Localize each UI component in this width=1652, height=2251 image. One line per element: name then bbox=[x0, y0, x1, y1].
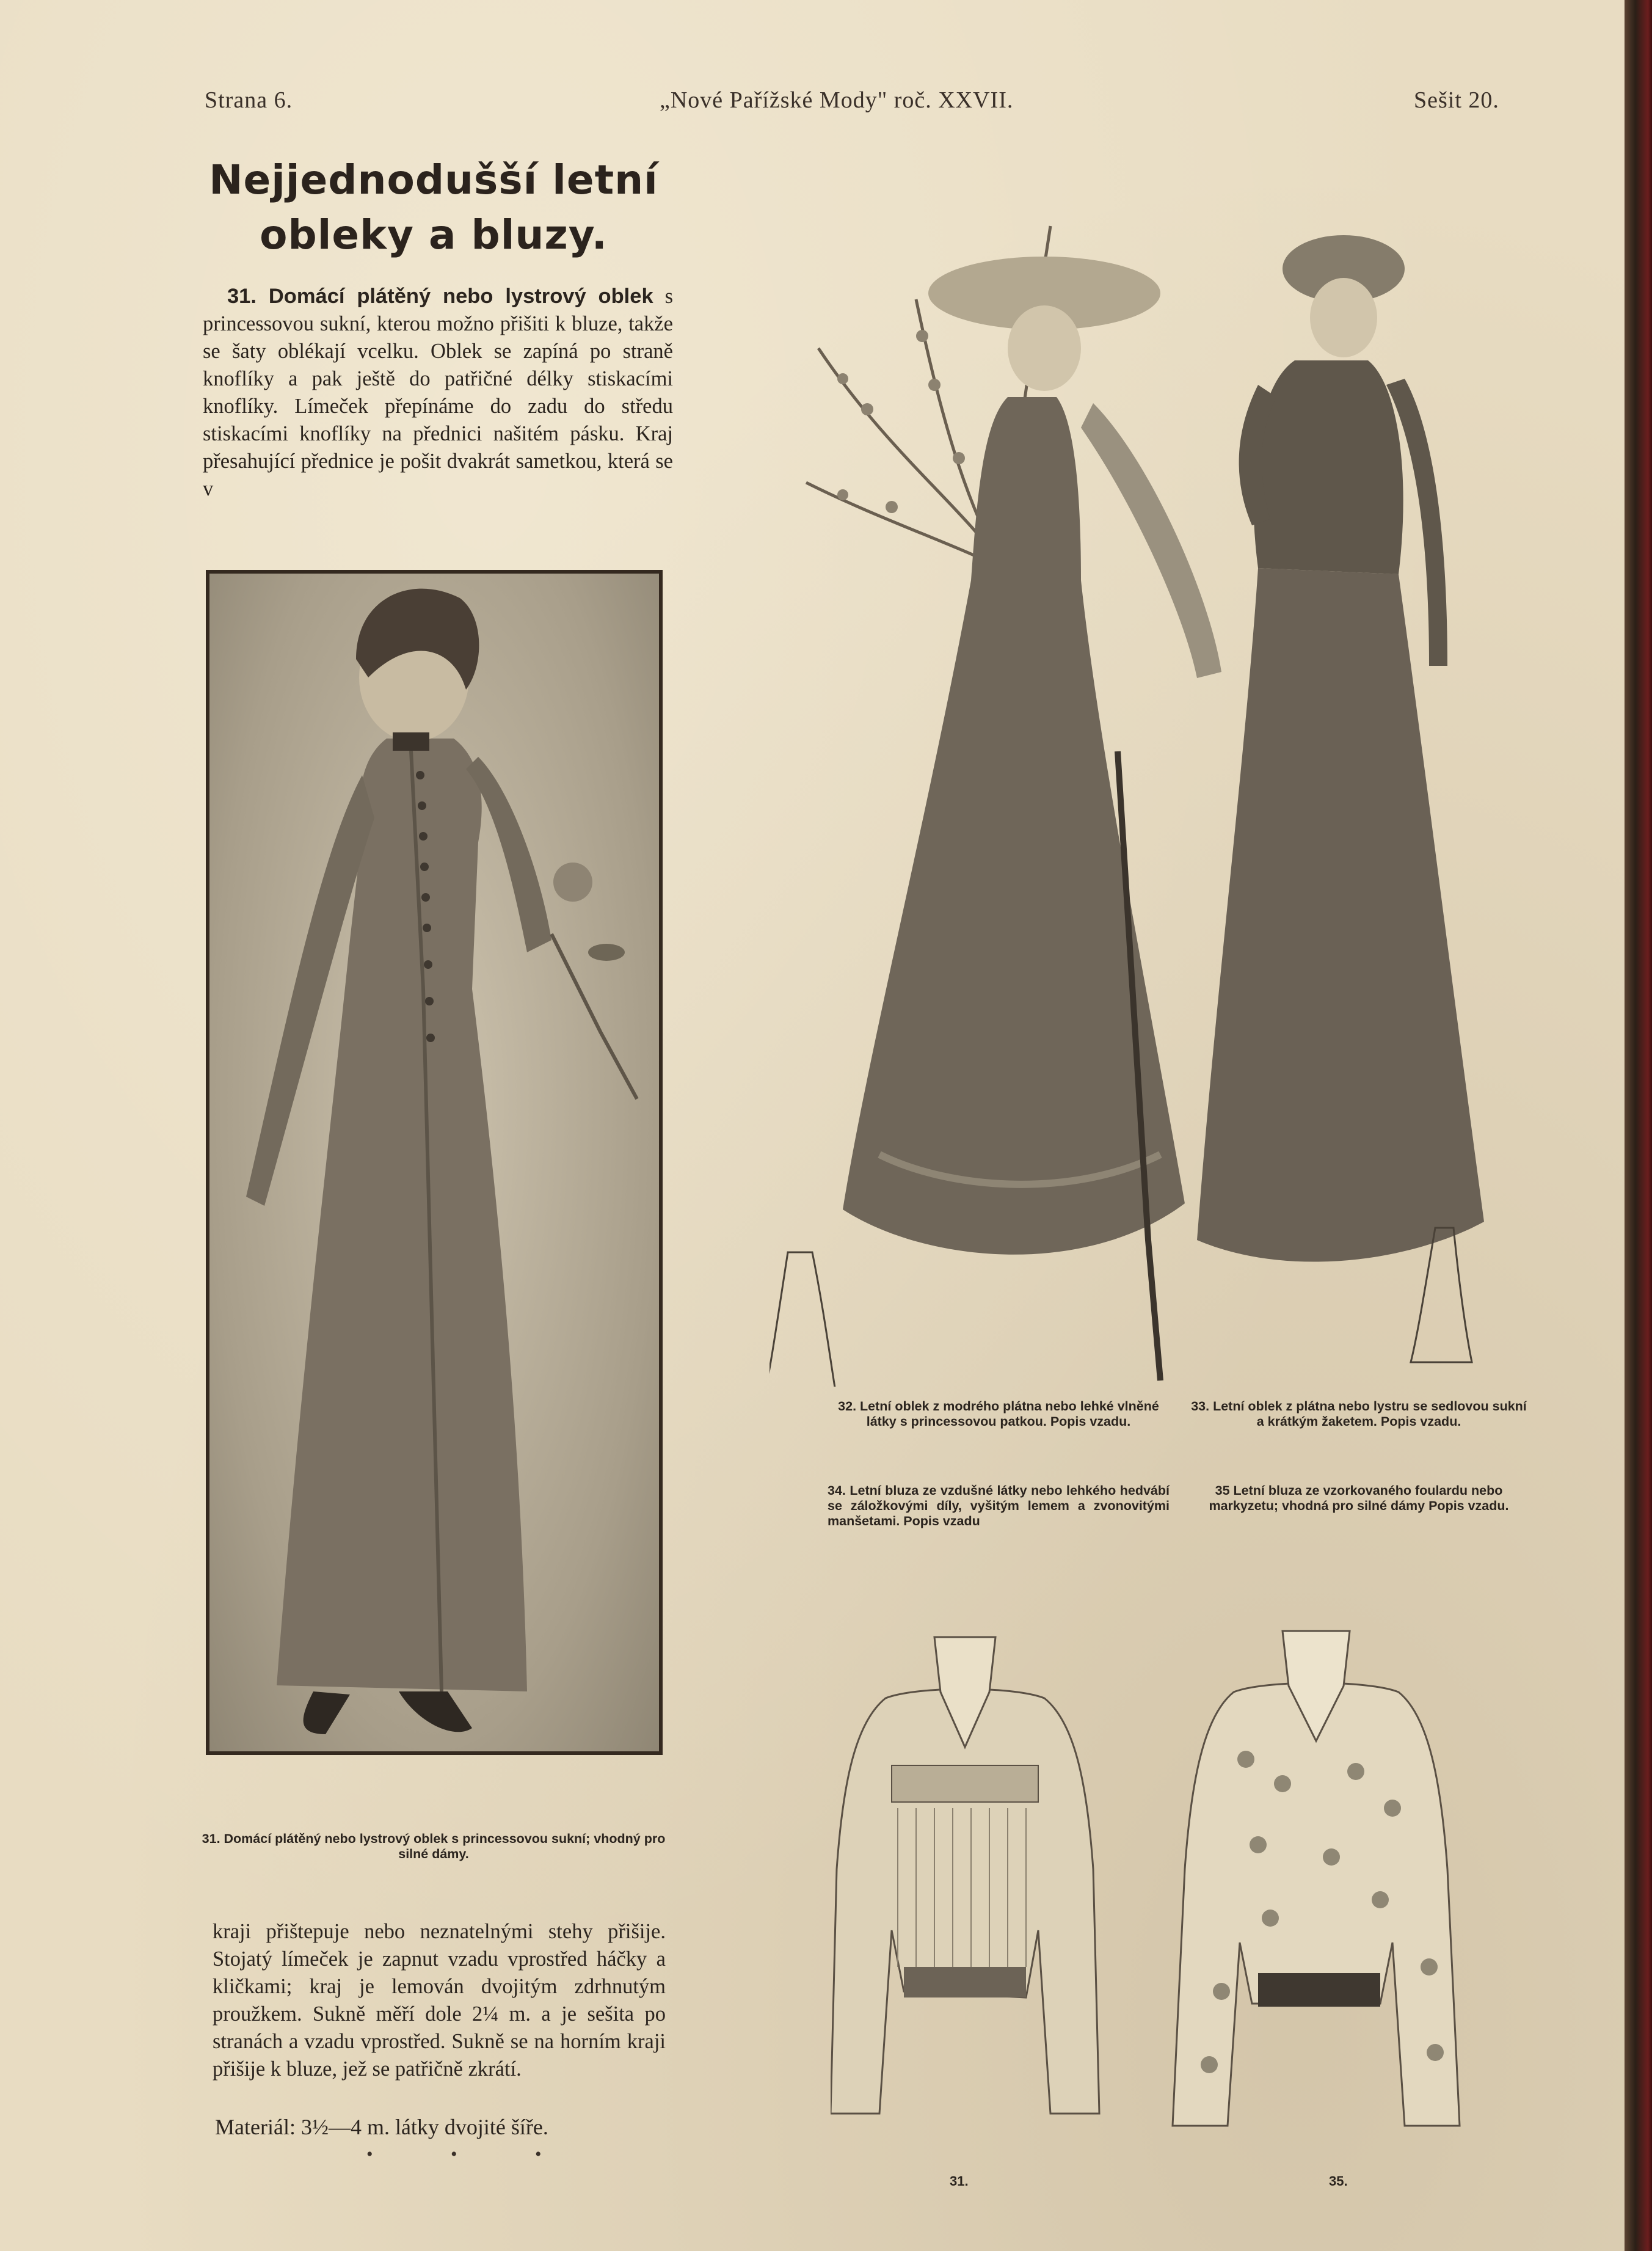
intro-lead: 31. Domácí plátěný nebo lystrový oblek bbox=[227, 285, 653, 308]
issue-number: Sešit 20. bbox=[1414, 87, 1499, 113]
page-number: Strana 6. bbox=[205, 87, 293, 113]
running-title: „Nové Pařížské Mody" roč. XXVII. bbox=[660, 87, 1014, 113]
illustration-32-33 bbox=[770, 202, 1582, 1387]
intro-paragraph bbox=[203, 283, 673, 503]
caption-32: 32. Letní oblek z modrého plátna nebo lehké vlněné látky s princessovou patkou. Popis vzadu. bbox=[838, 1399, 1159, 1429]
illustration-blouses bbox=[831, 1625, 1490, 2162]
figure-number-31: 31. bbox=[950, 2173, 969, 2189]
intro-text: s princessovou sukní, kterou možno přišiti k bluze, takže se šaty oblékají vcelku. Oblek se zapíná po straně knoflíky a pak ještě do patřičné délky stiskacími knoflíky. Límeček přepínáme do zadu do středu stiskacími knoflíky na přednici našitém pásku. Kraj přesahující přednice je pošit dvakrát sametkou, která se v bbox=[203, 285, 674, 500]
article-title: Nejjednodušší letní obleky a bluzy. bbox=[209, 156, 658, 258]
caption-31: 31. Domácí plátěný nebo lystrový oblek s princessovou sukní; vhodný pro silné dámy. bbox=[202, 1831, 666, 1861]
material-note: Materiál: 3½—4 m. látky dvojité šíře. bbox=[215, 2115, 548, 2139]
caption-33: 33. Letní oblek z plátna nebo lystru se sedlovou sukní a krátkým žaketem. Popis vzadu. bbox=[1191, 1399, 1527, 1429]
blouse-figures bbox=[831, 1625, 1490, 2162]
figure-number-35: 35. bbox=[1329, 2173, 1348, 2189]
illustration-32-33-figures bbox=[770, 202, 1582, 1387]
binding-spine bbox=[1625, 0, 1652, 2251]
illustration-31-figure bbox=[209, 574, 663, 1755]
continuation-paragraph: kraji přištepuje nebo neznatelnými stehy přišije. Stojatý límeček je zapnut vzadu vprostřed háčky a kličkami; kraj je lemován dvojitým zdrhnutým proužkem. Sukně měří dole 2¼ m. a je sešita po stranách a vzadu vprostřed. Sukně se na horním kraji přišije k bluze, jež se patřičně zkrátí. bbox=[213, 1920, 666, 2081]
ornament-dots: • • • bbox=[366, 2144, 578, 2164]
illustration-31-plate bbox=[206, 570, 663, 1755]
caption-34: 34. Letní bluza ze vzdušné látky nebo lehkého hedvábí se záložkovými díly, vyšitým lemem a zvonovitými manšetami. Popis vzadu bbox=[828, 1483, 1170, 1528]
caption-35: 35 Letní bluza ze vzorkovaného foulardu nebo markyzetu; vhodná pro silné dámy Popis vzadu. bbox=[1209, 1483, 1509, 1513]
